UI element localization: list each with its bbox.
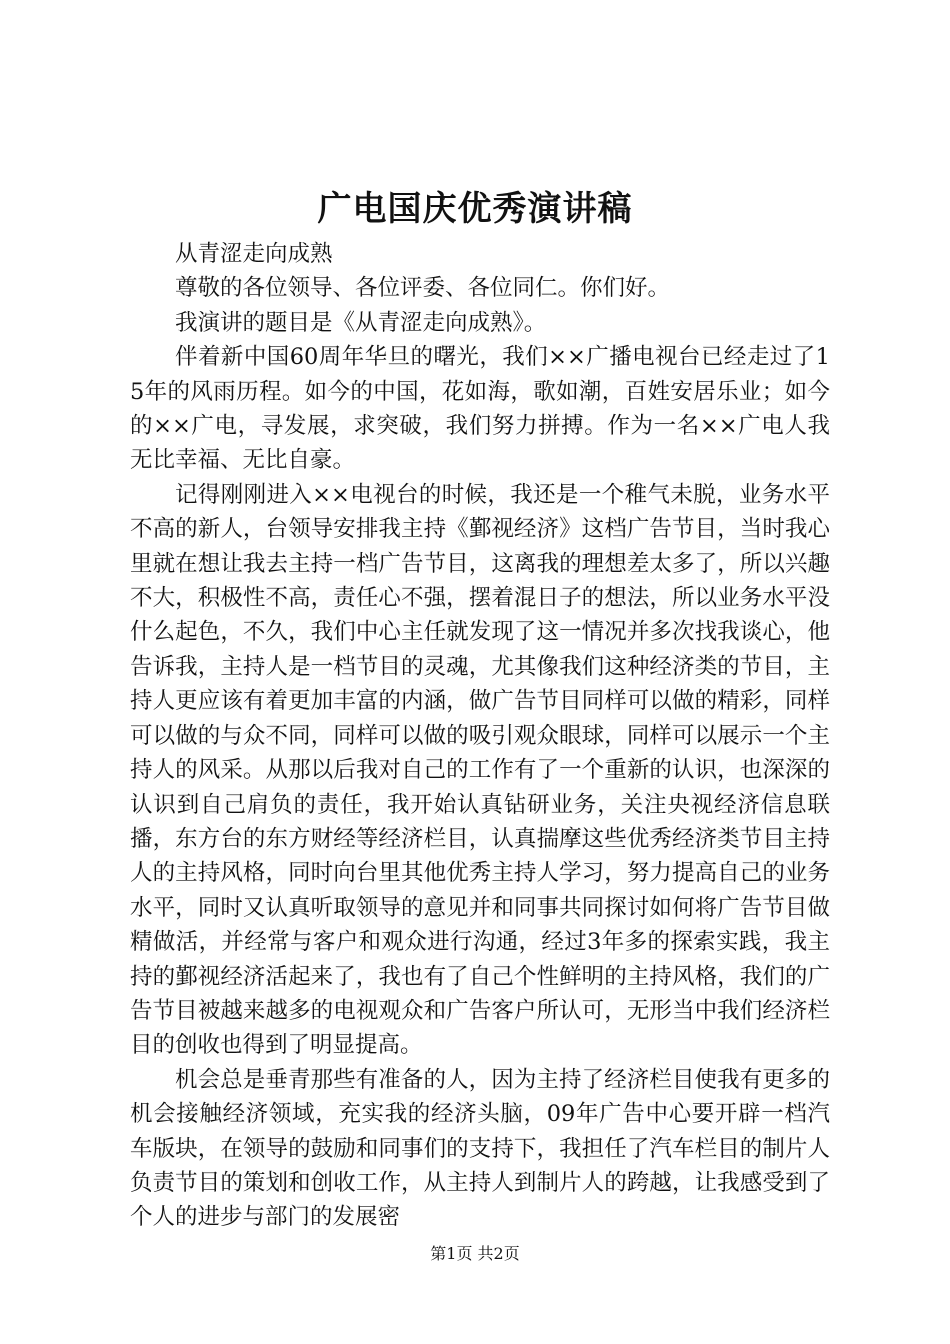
paragraph-greeting: 尊敬的各位领导、各位评委、各位同仁。你们好。 <box>175 275 671 302</box>
page-number-footer: 第1页 共2页 <box>430 1244 520 1263</box>
paragraph-body: 机会总是垂青那些有准备的人，因为主持了经济栏目使我有更多的机会接触经济领域，充实我的经济头脑，09年广告中心要开辟一档汽车版块，在领导的鼓励和同事们的支持下，我担任了汽车栏目的制片人负责节目的策划和创收工作，从主持人到制片人的跨越，让我感受到了个人的进步与部门的发展密 <box>130 1066 830 1231</box>
document-title: 广电国庆优秀演讲稿 <box>317 189 633 229</box>
paragraph-body: 记得刚刚进入××电视台的时候，我还是一个稚气未脱，业务水平不高的新人，台领导安排我主持《鄞视经济》这档广告节目，当时我心里就在想让我去主持一档广告节目，这离我的理想差太多了，所以兴趣不大，积极性不高，责任心不强，摆着混日子的想法，所以业务水平没什么起色，不久，我们中心主任就发现了这一情况并多次找我谈心，他告诉我，主持人是一档节目的灵魂，尤其像我们这种经济类的节目，主持人更应该有着更加丰富的内涵，做广告节目同样可以做的精彩，同样可以做的与众不同，同样可以做的吸引观众眼球，同样可以展示一个主持人的风采。从那以后我对自己的工作有了一个重新的认识，也深深的认识到自己肩负的责任，我开始认真钻研业务，关注央视经济信息联播，东方台的东方财经等经济栏目，认真揣摩这些优秀经济类节目主持人的主持风格，同时向台里其他优秀主持人学习，努力提高自己的业务水平，同时又认真听取领导的意见并和同事共同探讨如何将广告节目做精做活，并经常与客户和观众进行沟通，经过3年多的探索实践，我主持的鄞视经济活起来了，我也有了自己个性鲜明的主持风格，我们的广告节目被越来越多的电视观众和广告客户所认可，无形当中我们经济栏目的创收也得到了明显提高。 <box>130 481 830 1059</box>
paragraph-body: 伴着新中国60周年华旦的曙光，我们××广播电视台已经走过了15年的风雨历程。如今的中国，花如海，歌如潮，百姓安居乐业；如今的××广电，寻发展，求突破，我们努力拼搏。作为一名××广电人我无比幸福、无比自豪。 <box>130 344 830 474</box>
document-body <box>130 237 830 1235</box>
paragraph-topic: 我演讲的题目是《从青涩走向成熟》。 <box>175 309 547 336</box>
paragraph-subtitle: 从青涩走向成熟 <box>175 241 333 267</box>
